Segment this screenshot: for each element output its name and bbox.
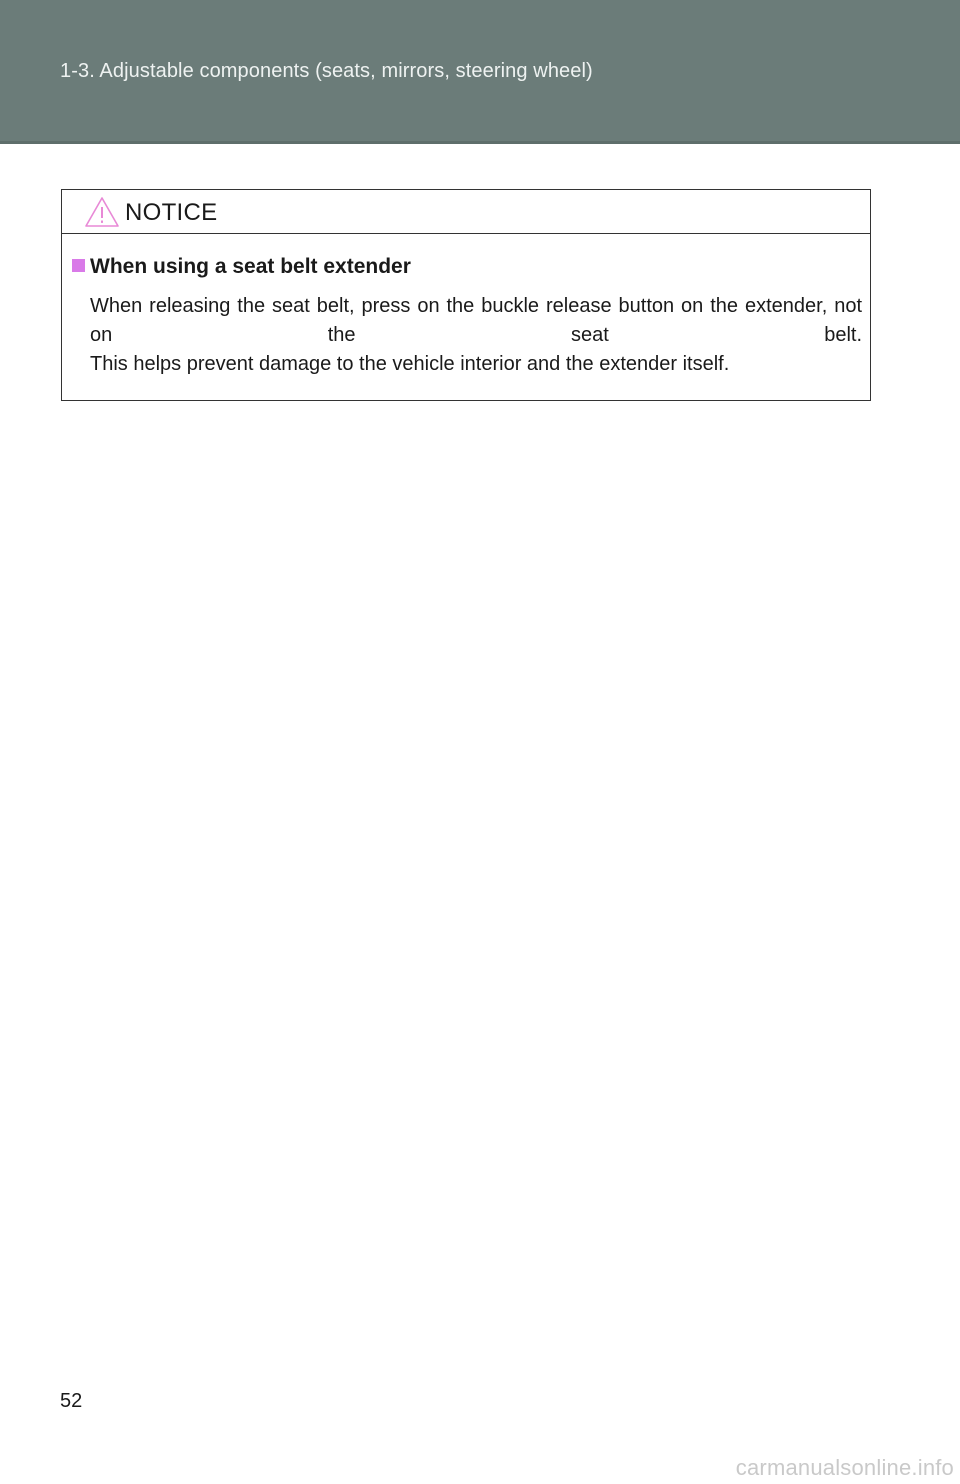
watermark-text: carmanualsonline.info — [735, 1455, 954, 1480]
section-title: 1-3. Adjustable components (seats, mirrors, steering wheel) — [60, 60, 593, 82]
warning-triangle-icon — [84, 196, 120, 228]
item-text-line: This helps prevent damage to the vehicle interior and the extender itself. — [90, 353, 730, 375]
item-text — [90, 292, 862, 379]
header-band — [0, 0, 960, 144]
item-heading: When using a seat belt extender — [90, 255, 411, 278]
item-text-line: When releasing the seat belt, press on the buckle release button on the extender, not on the seat belt. — [90, 295, 862, 346]
page-number: 52 — [60, 1390, 83, 1412]
notice-label: NOTICE — [125, 199, 218, 226]
notice-header — [62, 190, 870, 234]
bullet-square-icon — [72, 259, 85, 272]
notice-box — [61, 189, 871, 401]
